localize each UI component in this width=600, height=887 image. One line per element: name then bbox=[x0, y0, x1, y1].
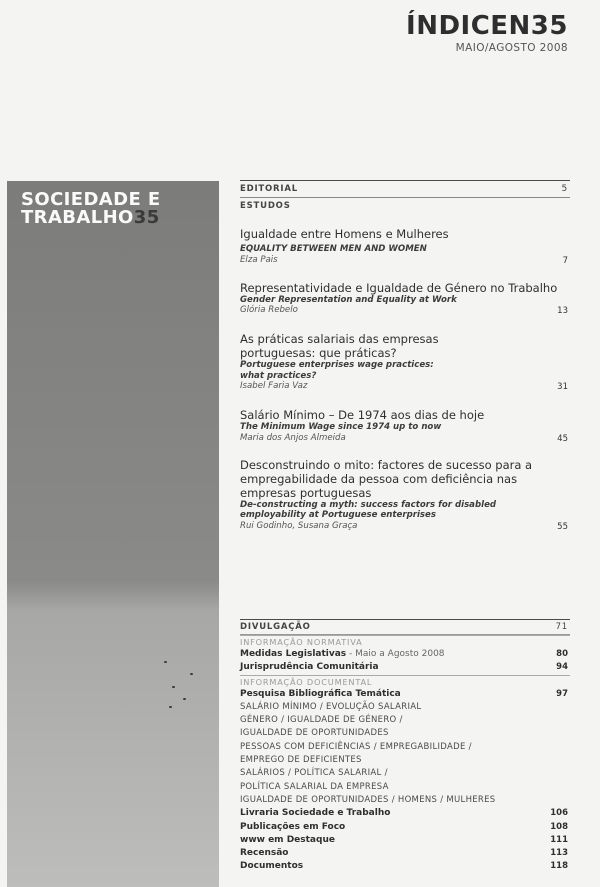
divulgacao-label: DIVULGAÇÃO bbox=[240, 622, 311, 632]
editorial-page: 5 bbox=[561, 184, 568, 194]
www-page: 111 bbox=[550, 834, 568, 845]
article-title: Salário Mínimo – De 1974 aos dias de hoje bbox=[240, 408, 485, 422]
www-label: www em Destaque bbox=[240, 834, 335, 845]
table-of-contents bbox=[240, 180, 570, 532]
medidas-note: - Maio a Agosto 2008 bbox=[346, 649, 445, 659]
article-title: Desconstruindo o mito: factores de sucesso para a empregabilidade da pessoa com deficiência nas empresas portuguesas bbox=[240, 457, 533, 500]
speck-4 bbox=[190, 673, 193, 675]
article-3[interactable] bbox=[240, 332, 570, 392]
topic-line: SALÁRIO MÍNIMO / EVOLUÇÃO SALARIAL bbox=[240, 701, 422, 712]
article-page: 45 bbox=[557, 433, 568, 444]
normativa-heading: INFORMAÇÃO NORMATIVA bbox=[240, 635, 570, 648]
medidas-label: Medidas Legislativas bbox=[240, 649, 347, 659]
index-title: ÍNDICEN35 bbox=[406, 11, 568, 41]
article-page: 13 bbox=[557, 306, 568, 316]
speck-1 bbox=[164, 661, 167, 663]
article-5[interactable] bbox=[240, 458, 570, 532]
livraria-label: Livraria Sociedade e Trabalho bbox=[240, 808, 391, 819]
publicacoes-page: 108 bbox=[550, 821, 568, 832]
topic-line: PESSOAS COM DEFICIÊNCIAS / EMPREGABILIDADE / bbox=[240, 741, 472, 752]
article-page: 31 bbox=[557, 382, 568, 392]
article-4[interactable] bbox=[240, 408, 570, 444]
divulgacao-row[interactable] bbox=[240, 619, 570, 635]
pesquisa-row[interactable] bbox=[240, 688, 570, 701]
topic-line: SALÁRIOS / POLÍTICA SALARIAL / bbox=[240, 768, 388, 779]
speck-2 bbox=[172, 686, 175, 688]
article-author: Rui Godinho, Susana Graça bbox=[240, 520, 358, 531]
editorial-label: EDITORIAL bbox=[240, 184, 298, 194]
journal-title-line1: SOCIEDADE E bbox=[21, 189, 161, 210]
medidas-row[interactable] bbox=[240, 648, 570, 661]
livraria-row[interactable] bbox=[240, 807, 570, 820]
article-author: Maria dos Anjos Almeida bbox=[240, 432, 346, 443]
jurisprudencia-page: 94 bbox=[556, 662, 568, 673]
article-page: 55 bbox=[557, 521, 568, 532]
article-english-title: The Minimum Wage since 1974 up to now bbox=[240, 422, 442, 432]
article-page: 7 bbox=[562, 255, 568, 266]
journal-title-line2: TRABALHO bbox=[21, 207, 134, 228]
recensao-page: 113 bbox=[550, 848, 568, 859]
topic-line: EMPREGO DE DEFICIENTES bbox=[240, 755, 362, 766]
article-english-title: De-constructing a myth: success factors for disabled employability at Portuguese enterprises bbox=[240, 499, 497, 520]
divulgacao-page: 71 bbox=[555, 622, 568, 632]
publicacoes-label: Publicações em Foco bbox=[240, 821, 346, 832]
jurisprudencia-row[interactable] bbox=[240, 661, 570, 674]
article-title: As práticas salariais das empresas portuguesas: que práticas? bbox=[240, 332, 439, 360]
livraria-page: 106 bbox=[550, 808, 568, 819]
documental-heading: INFORMAÇÃO DOCUMENTAL bbox=[240, 675, 570, 688]
masthead bbox=[406, 12, 568, 54]
topic-line: POLÍTICA SALARIAL DA EMPRESA bbox=[240, 781, 389, 792]
jurisprudencia-label: Jurisprudência Comunitária bbox=[240, 662, 379, 673]
article-2[interactable] bbox=[240, 281, 570, 317]
divulgacao-section bbox=[240, 619, 570, 874]
recensao-row[interactable] bbox=[240, 847, 570, 860]
article-title: Igualdade entre Homens e Mulheres bbox=[240, 227, 449, 241]
speck-3 bbox=[183, 698, 186, 700]
article-1[interactable] bbox=[240, 227, 570, 266]
speck-5 bbox=[169, 706, 172, 708]
www-row[interactable] bbox=[240, 834, 570, 847]
journal-number: 35 bbox=[133, 207, 160, 228]
recensao-label: Recensão bbox=[240, 848, 289, 859]
issue-date: MAIO/AGOSTO 2008 bbox=[455, 42, 568, 54]
journal-title bbox=[21, 191, 161, 227]
pesquisa-page: 97 bbox=[556, 688, 568, 699]
article-author: Isabel Faria Vaz bbox=[240, 381, 308, 391]
documentos-label: Documentos bbox=[240, 861, 304, 872]
sidebar-panel bbox=[7, 181, 219, 887]
documentos-row[interactable] bbox=[240, 860, 570, 873]
topic-line: IGUALDADE DE OPORTUNIDADES bbox=[240, 728, 389, 739]
article-english-title: Portuguese enterprises wage practices: what practices? bbox=[240, 360, 434, 381]
topic-line: GÉNERO / IGUALDADE DE GÉNERO / bbox=[240, 715, 403, 726]
medidas-page: 80 bbox=[556, 649, 568, 659]
pesquisa-label: Pesquisa Bibliográfica Temática bbox=[240, 688, 401, 699]
article-english-title: EQUALITY BETWEEN MEN AND WOMEN bbox=[240, 244, 427, 254]
article-author: Elza Pais bbox=[240, 254, 278, 265]
editorial-row[interactable] bbox=[240, 180, 570, 197]
estudos-heading: ESTUDOS bbox=[240, 197, 570, 214]
publicacoes-row[interactable] bbox=[240, 821, 570, 834]
topic-line: IGUALDADE DE OPORTUNIDADES / HOMENS / MULHERES bbox=[240, 794, 496, 805]
article-author: Glória Rebelo bbox=[240, 305, 298, 315]
article-title: Representatividade e Igualdade de Género no Trabalho bbox=[240, 280, 558, 295]
article-english-title: Gender Representation and Equality at Work bbox=[240, 294, 457, 305]
documentos-page: 118 bbox=[550, 861, 568, 872]
